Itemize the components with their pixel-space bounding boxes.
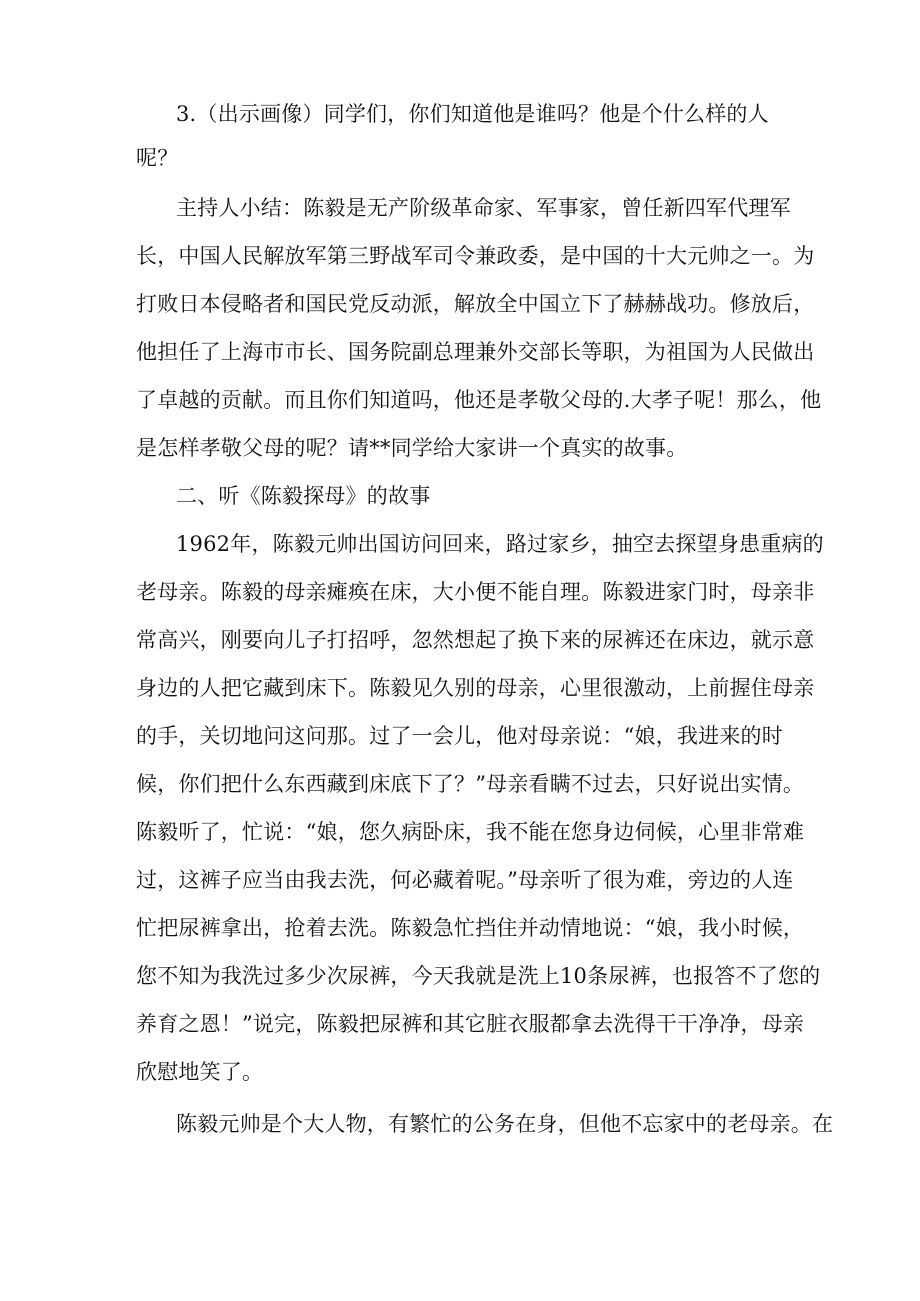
text-line: 养育之恩！”说完，陈毅把尿裤和其它脏衣服都拿去洗得干干净净，母亲 [136,1012,805,1036]
text-line: 主持人小结：陈毅是无产阶级革命家、军事家，曾任新四军代理军 [176,196,791,220]
text-line: 1962年，陈毅元帅出国访问回来，路过家乡，抽空去探望身患重病的 [176,532,824,556]
text-line: 他担任了上海市市长、国务院副总理兼外交部长等职，为祖国为人民做出 [136,340,815,364]
text-line: 的手，关切地问这问那。过了一会儿，他对母亲说：“娘，我进来的时 [136,724,783,748]
text-line: 过，这裤子应当由我去洗，何必藏着呢。”母亲听了很为难，旁边的人连 [136,868,794,892]
text-line: 了卓越的贡献。而且你们知道吗，他还是孝敬父母的.大孝子呢！那么，他 [136,388,822,412]
text-line: 欣慰地笑了。 [136,1060,264,1084]
text-line: 陈毅元帅是个大人物，有繁忙的公务在身，但他不忘家中的老母亲。在 [176,1112,834,1136]
text-line: 是怎样孝敬父母的呢？请**同学给大家讲一个真实的故事。 [136,436,688,460]
text-line: 老母亲。陈毅的母亲瘫痪在床，大小便不能自理。陈毅进家门时，母亲非 [136,580,815,604]
text-line: 长，中国人民解放军第三野战军司令兼政委，是中国的十大元帅之一。为 [136,244,815,268]
text-line: 身边的人把它藏到床下。陈毅见久别的母亲，心里很激动，上前握住母亲 [136,676,815,700]
text-line: 3.（出示画像）同学们，你们知道他是谁吗？他是个什么样的人 [176,102,769,126]
section-heading: 二、听《陈毅探母》的故事 [176,484,431,508]
text-line: 您不知为我洗过多少次尿裤，今天我就是洗上10条尿裤，也报答不了您的 [136,964,821,988]
text-line: 陈毅听了，忙说：“娘，您久病卧床，我不能在您身边伺候，心里非常难 [136,820,805,844]
text-line: 忙把尿裤拿出，抢着去洗。陈毅急忙挡住并动情地说：“娘，我小时候， [136,916,805,940]
text-line: 候，你们把什么东西藏到床底下了？”母亲看瞒不过去，只好说出实情。 [136,772,805,796]
text-line: 呢？ [136,146,179,170]
text-line: 常高兴，刚要向儿子打招呼，忽然想起了换下来的尿裤还在床边，就示意 [136,628,815,652]
text-line: 打败日本侵略者和国民党反动派，解放全中国立下了赫赫战功。修放后， [136,292,815,316]
